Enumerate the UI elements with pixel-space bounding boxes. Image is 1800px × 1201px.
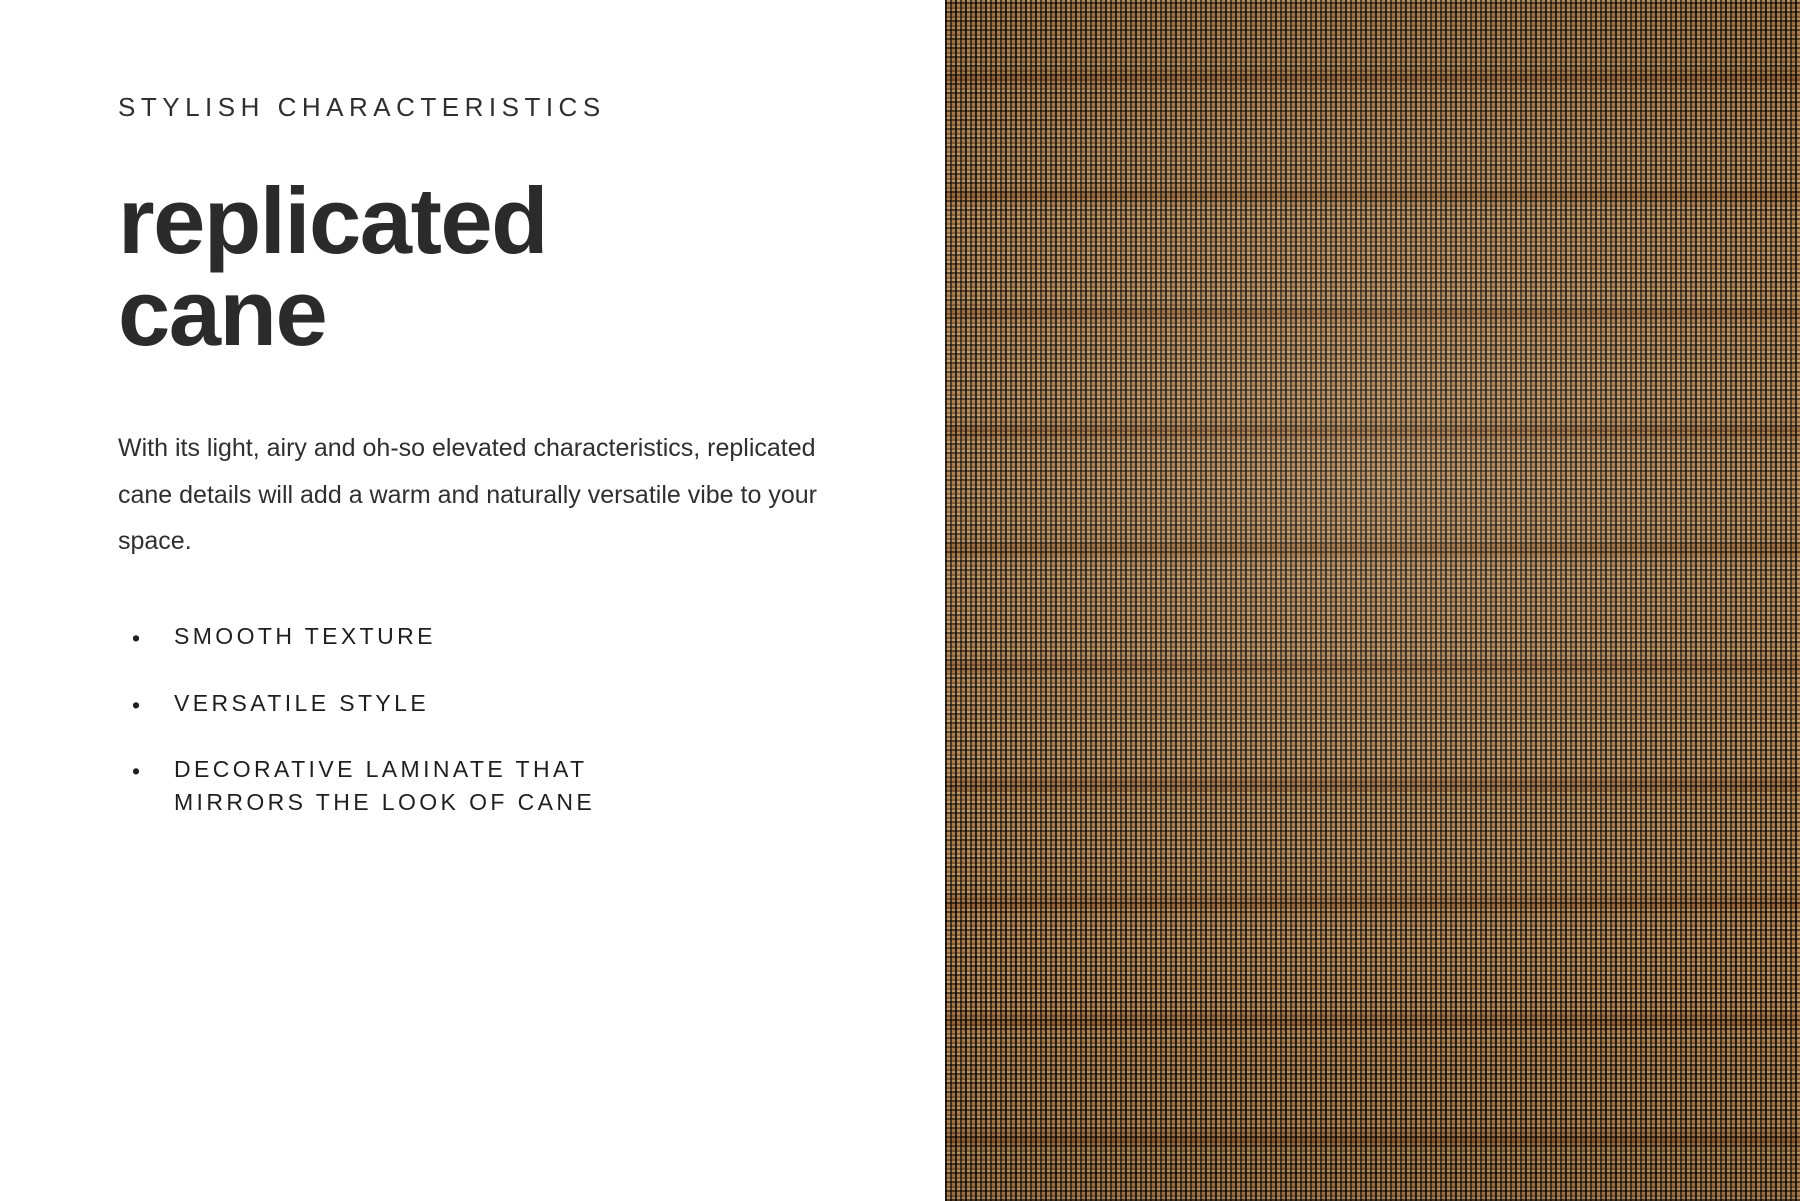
page-title-line-1: replicated bbox=[118, 168, 548, 274]
feature-text-line-2: MIRRORS THE LOOK OF CANE bbox=[174, 789, 596, 816]
feature-text: VERSATILE STYLE bbox=[174, 689, 430, 716]
cane-texture-image bbox=[945, 0, 1800, 1201]
page-title-line-2: cane bbox=[118, 260, 327, 366]
feature-text: SMOOTH TEXTURE bbox=[174, 623, 436, 650]
bullet-icon: • bbox=[132, 624, 144, 651]
bullet-icon: • bbox=[132, 691, 144, 718]
body-paragraph: With its light, airy and oh-so elevated characteristics, replicated cane details will add a warm and naturally versatile vibe to your space. bbox=[118, 434, 817, 555]
feature-text bbox=[174, 753, 945, 818]
weave-lighting-overlay bbox=[945, 0, 1800, 1201]
list-item bbox=[132, 753, 945, 818]
eyebrow-label: STYLISH CHARACTERISTICS bbox=[118, 92, 606, 122]
feature-text-line-1: DECORATIVE LAMINATE THAT bbox=[174, 756, 588, 783]
page-title bbox=[118, 168, 778, 366]
list-item bbox=[132, 620, 945, 653]
list-item bbox=[132, 687, 945, 720]
bullet-icon: • bbox=[132, 758, 144, 785]
feature-list bbox=[132, 620, 945, 819]
